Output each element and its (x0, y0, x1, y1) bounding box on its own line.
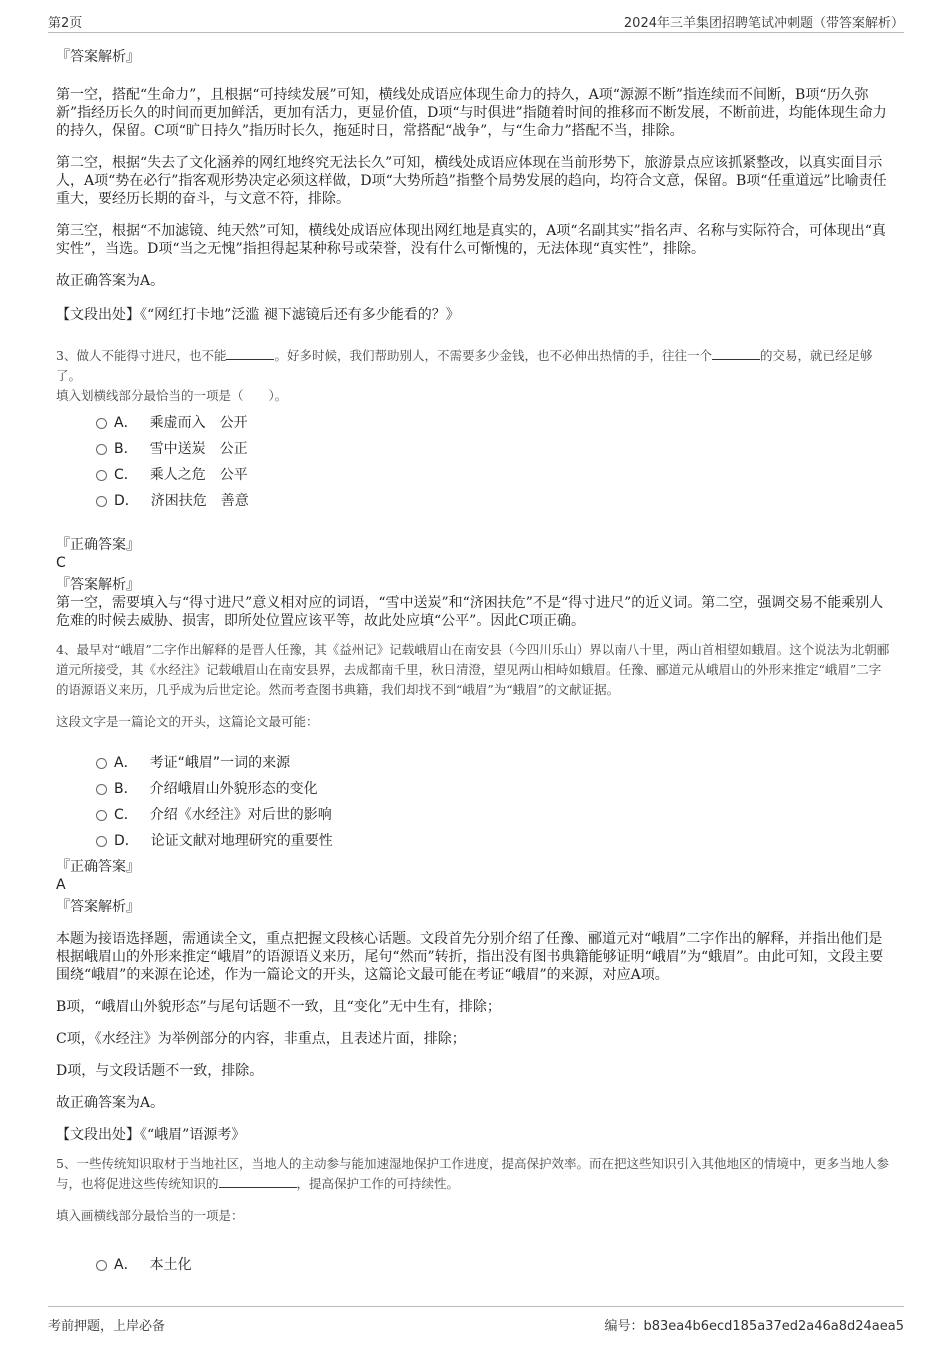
footer-slogan: 考前押题，上岸必备 (48, 1319, 166, 1334)
q3-stem-part3: 的交易，就已经足够了。 (56, 348, 873, 383)
q3-stem (56, 346, 892, 386)
page-header (48, 10, 904, 33)
q3-option-b[interactable]: B． 雪中送炭 公正 (56, 436, 892, 462)
page-content (56, 42, 892, 1278)
q4-option-a[interactable]: A． 考证“峨眉”一词的来源 (56, 750, 892, 776)
q4-conclusion: 故正确答案为A。 (56, 1095, 165, 1111)
q2-conclusion: 故正确答案为A。 (56, 273, 165, 289)
q4-answer: A (56, 877, 66, 893)
q3-prompt: 填入划横线部分最恰当的一项是（ ）。 (56, 388, 288, 403)
document-title: 2024年三羊集团招聘笔试冲刺题（带答案解析） (623, 16, 904, 31)
q5-option-a[interactable]: A． 本土化 (56, 1252, 892, 1278)
q3-options (56, 410, 892, 514)
q5-options (56, 1252, 892, 1278)
q4-note-c: C项，《水经注》为举例部分的内容，非重点，且表述片面，排除； (56, 1031, 466, 1047)
page-footer (48, 1306, 904, 1333)
q4-stem: 4、最早对“峨眉”二字作出解释的是晋人任豫，其《益州记》记载峨眉山在南安县（今四川乐山）界以南八十里，两山首相望如蛾眉。这个说法为北朝郦道元所接受，其《水经注》记载峨眉山在南安县界，去成都南千里，秋日清澄，望见两山相峙如蛾眉。任豫、郦道元从峨眉山的外形来推定“峨眉”二字的语源语义来历，几乎成为后世定论。然而考查图书典籍，我们却找不到“峨眉”为“蛾眉”的文献证据。 (56, 642, 890, 697)
q4-source: 【文段出处】《“峨眉”语源考》 (56, 1127, 246, 1143)
radio-icon[interactable] (96, 418, 107, 429)
q3-analysis-label: 『答案解析』 (56, 577, 140, 593)
q4-options (56, 750, 892, 854)
q4-analysis-label: 『答案解析』 (56, 899, 140, 915)
q3-stem-part2: 。好多时候，我们帮助别人，不需要多少金钱，也不必伸出热情的手，往往一个 (274, 348, 712, 363)
radio-icon[interactable] (96, 810, 107, 821)
q3-stem-part1: 3、做人不能得寸进尺，也不能 (56, 348, 227, 363)
radio-icon[interactable] (96, 496, 107, 507)
document-id: 编号：b83ea4b6ecd185a37ed2a46a8d24aea5 (604, 1319, 904, 1334)
q5-stem-part1: 5、一些传统知识取材于当地社区，当地人的主动参与能加速湿地保护工作进度，提高保护效率。而在把这些知识引入其他地区的情境中，更多当地人参与，也将促进这些传统知识的 (56, 1156, 889, 1191)
q4-prompt: 这段文字是一篇论文的开头，这篇论文最可能： (56, 714, 319, 729)
q3-option-d[interactable]: D． 济困扶危 善意 (56, 488, 892, 514)
q2-analysis-label: 『答案解析』 (56, 49, 140, 65)
radio-icon[interactable] (96, 758, 107, 769)
q3-blank-2 (712, 347, 760, 360)
q4-option-c[interactable]: C． 介绍《水经注》对后世的影响 (56, 802, 892, 828)
q2-analysis-para3: 第三空，根据“不加滤镜、纯天然”可知，横线处成语应体现出网红地是真实的，A项“名副其实”指名声、名称与实际符合，可体现出“真实性”，当选。D项“当之无愧”指担得起某种称号或荣誉，没有什么可惭愧的，无法体现“真实性”，排除。 (56, 223, 886, 257)
q3-option-c[interactable]: C． 乘人之危 公平 (56, 462, 892, 488)
q4-analysis: 本题为接语选择题，需通读全文，重点把握文段核心话题。文段首先分别介绍了任豫、郦道元对“峨眉”二字作出的解释，并指出他们是根据峨眉山的外形来推定“峨眉”的语源语义来历，尾句“然而”转折，指出没有图书典籍能够证明“峨眉”为“蛾眉”。由此可知，文段主要围绕“峨眉”的来源在论述，作为一篇论文的开头，这篇论文最可能在考证“峨眉”的来源，对应A项。 (56, 931, 884, 983)
q4-answer-label: 『正确答案』 (56, 859, 140, 875)
q3-answer-label: 『正确答案』 (56, 537, 140, 553)
q3-analysis: 第一空，需要填入与“得寸进尺”意义相对应的词语，“雪中送炭”和“济困扶危”不是“得寸进尺”的近义词。第二空，强调交易不能乘别人危难的时候去威胁、损害，即所处位置应该平等，故此处应填“公平”。因此C项正确。 (56, 595, 884, 629)
q2-source: 【文段出处】《“网红打卡地”泛滥 褪下滤镜后还有多少能看的？》 (56, 307, 460, 323)
q5-stem (56, 1154, 892, 1194)
radio-icon[interactable] (96, 470, 107, 481)
q3-option-a[interactable]: A． 乘虚而入 公开 (56, 410, 892, 436)
radio-icon[interactable] (96, 784, 107, 795)
q4-note-b: B项，“峨眉山外貌形态”与尾句话题不一致，且“变化”无中生有，排除； (56, 999, 501, 1015)
q4-option-b[interactable]: B． 介绍峨眉山外貌形态的变化 (56, 776, 892, 802)
radio-icon[interactable] (96, 836, 107, 847)
q2-analysis-para1: 第一空，搭配“生命力”，且根据“可持续发展”可知，横线处成语应体现生命力的持久，A项“源源不断”指连续而不间断，B项“历久弥新”指经历长久的时间而更加鲜活，更加有活力，更显价值，D项“与时俱进”指随着时间的推移而不断发展，不断前进，均能体现生命力的持久，保留。C项“旷日持久”指历时长久，拖延时日，常搭配“战争”，与“生命力”搭配不当，排除。 (56, 87, 887, 139)
q3-blank-1 (226, 347, 274, 360)
q3-answer: C (56, 555, 66, 571)
q4-option-d[interactable]: D． 论证文献对地理研究的重要性 (56, 828, 892, 854)
page-number: 第2页 (48, 16, 83, 31)
radio-icon[interactable] (96, 1260, 107, 1271)
radio-icon[interactable] (96, 444, 107, 455)
q5-blank (219, 1175, 297, 1188)
q5-prompt: 填入画横线部分最恰当的一项是： (56, 1208, 244, 1223)
q2-analysis-para2: 第二空，根据“失去了文化涵养的网红地终究无法长久”可知，横线处成语应体现在当前形势下，旅游景点应该抓紧整改，以真实面目示人，A项“势在必行”指客观形势决定必须这样做，D项“大势所趋”指整个局势发展的趋向，均符合文意，保留。B项“任重道远”比喻责任重大，要经历长期的奋斗，与文意不符，排除。 (56, 155, 887, 207)
q5-stem-part2: ，提高保护工作的可持续性。 (296, 1176, 460, 1191)
q4-note-d: D项，与文段话题不一致，排除。 (56, 1063, 264, 1079)
